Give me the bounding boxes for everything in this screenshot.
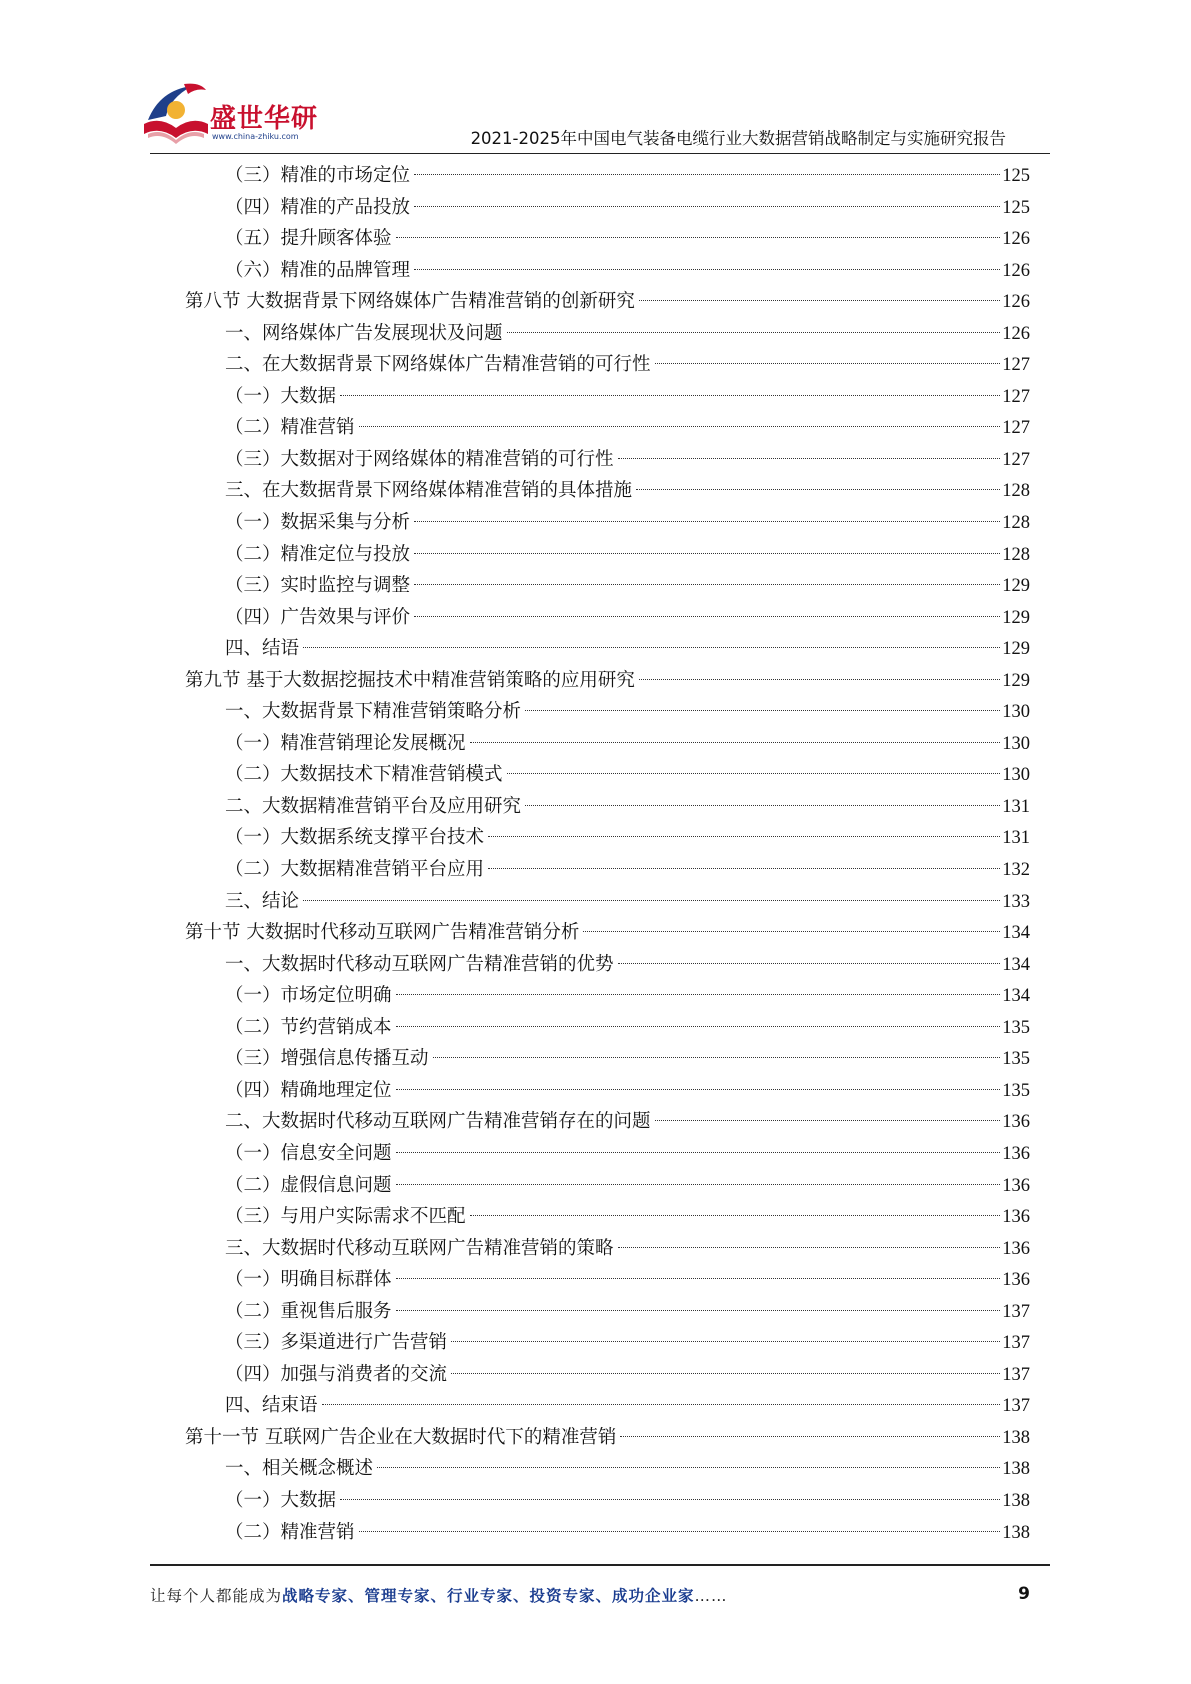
toc-entry-page: 138 xyxy=(1002,1459,1030,1480)
toc-dot-leader xyxy=(359,425,1001,427)
toc-dot-leader xyxy=(396,1151,1001,1153)
toc-entry[interactable] xyxy=(185,949,1030,981)
toc-entry-title: （五）提升顾客体验 xyxy=(225,228,392,250)
toc-entry-page: 137 xyxy=(1002,1364,1030,1385)
toc-entry[interactable] xyxy=(185,349,1030,381)
toc-dot-leader xyxy=(507,772,1001,774)
toc-dot-leader xyxy=(322,1403,1001,1405)
toc-entry-title: （四）广告效果与评价 xyxy=(225,606,411,628)
toc-entry[interactable] xyxy=(185,1012,1030,1044)
toc-entry[interactable] xyxy=(185,318,1030,350)
toc-entry[interactable] xyxy=(185,665,1030,697)
toc-dot-leader xyxy=(396,1277,1001,1279)
toc-entry[interactable] xyxy=(185,1517,1030,1549)
toc-entry-page: 130 xyxy=(1002,765,1030,786)
toc-entry-title: 二、在大数据背景下网络媒体广告精准营销的可行性 xyxy=(225,354,651,376)
toc-entry-page: 129 xyxy=(1002,576,1030,597)
toc-dot-leader xyxy=(655,1119,1001,1121)
toc-entry-page: 137 xyxy=(1002,1333,1030,1354)
toc-entry-title: （二）重视售后服务 xyxy=(225,1300,392,1322)
toc-entry-title: 三、结论 xyxy=(225,890,300,912)
page-header xyxy=(0,0,1191,160)
toc-entry-page: 126 xyxy=(1002,260,1030,281)
toc-entry[interactable] xyxy=(185,412,1030,444)
toc-entry-page: 135 xyxy=(1002,1017,1030,1038)
toc-entry-title: （三）多渠道进行广告营销 xyxy=(225,1332,448,1354)
toc-dot-leader xyxy=(618,962,1001,964)
toc-dot-leader xyxy=(414,615,1000,617)
toc-entry-page: 135 xyxy=(1002,1080,1030,1101)
toc-dot-leader xyxy=(396,236,1001,238)
toc-entry[interactable] xyxy=(185,539,1030,571)
toc-entry[interactable] xyxy=(185,759,1030,791)
toc-entry-page: 136 xyxy=(1002,1207,1030,1228)
toc-entry[interactable] xyxy=(185,444,1030,476)
footer-slogan xyxy=(150,1584,728,1606)
logo-book-icon xyxy=(140,80,212,146)
toc-entry-title: 第八节 大数据背景下网络媒体广告精准营销的创新研究 xyxy=(185,291,635,313)
toc-entry-page: 129 xyxy=(1002,607,1030,628)
toc-entry-title: （一）市场定位明确 xyxy=(225,985,392,1007)
page-footer xyxy=(150,1584,1030,1614)
toc-dot-leader xyxy=(377,1466,1000,1468)
toc-entry-page: 134 xyxy=(1002,954,1030,975)
toc-dot-leader xyxy=(618,1246,1001,1248)
toc-entry-page: 138 xyxy=(1002,1427,1030,1448)
toc-entry-title: （三）大数据对于网络媒体的精准营销的可行性 xyxy=(225,448,614,470)
toc-entry-title: 第九节 基于大数据挖掘技术中精准营销策略的应用研究 xyxy=(185,669,635,691)
toc-dot-leader xyxy=(639,299,1000,301)
toc-entry-page: 136 xyxy=(1002,1238,1030,1259)
toc-entry[interactable] xyxy=(185,1170,1030,1202)
toc-entry-title: （六）精准的品牌管理 xyxy=(225,259,411,281)
toc-entry-page: 137 xyxy=(1002,1396,1030,1417)
toc-entry[interactable] xyxy=(185,1359,1030,1391)
toc-entry-page: 130 xyxy=(1002,733,1030,754)
toc-entry-page: 125 xyxy=(1002,197,1030,218)
toc-entry-page: 134 xyxy=(1002,923,1030,944)
toc-entry[interactable] xyxy=(185,1485,1030,1517)
toc-entry-title: （一）信息安全问题 xyxy=(225,1142,392,1164)
page-number: 9 xyxy=(1018,1584,1030,1604)
toc-dot-leader xyxy=(396,1025,1001,1027)
toc-entry[interactable] xyxy=(185,1043,1030,1075)
toc-dot-leader xyxy=(396,1088,1001,1090)
toc-entry-page: 131 xyxy=(1002,796,1030,817)
toc-entry-page: 126 xyxy=(1002,292,1030,313)
toc-entry-page: 127 xyxy=(1002,418,1030,439)
toc-entry-page: 128 xyxy=(1002,481,1030,502)
toc-entry-title: （二）大数据技术下精准营销模式 xyxy=(225,764,503,786)
toc-entry-page: 136 xyxy=(1002,1270,1030,1291)
header-divider xyxy=(150,153,1050,154)
toc-dot-leader xyxy=(525,709,1000,711)
toc-entry-page: 128 xyxy=(1002,544,1030,565)
slogan-prefix: 让每个人都能成为 xyxy=(150,1587,283,1605)
slogan-highlight: 战略专家、管理专家、行业专家、投资专家、成功企业家 xyxy=(282,1587,695,1605)
toc-entry[interactable] xyxy=(185,1233,1030,1265)
toc-entry-title: （三）增强信息传播互动 xyxy=(225,1048,429,1070)
report-title: 2021-2025年中国电气装备电缆行业大数据营销战略制定与实施研究报告 xyxy=(470,129,1006,148)
toc-entry[interactable] xyxy=(185,1264,1030,1296)
toc-entry-title: （三）精准的市场定位 xyxy=(225,165,411,186)
toc-entry[interactable] xyxy=(185,1422,1030,1454)
toc-entry-page: 129 xyxy=(1002,670,1030,691)
logo-text: 盛世华研 xyxy=(210,104,319,134)
footer-divider xyxy=(150,1564,1050,1566)
toc-entry[interactable] xyxy=(185,570,1030,602)
toc-entry[interactable] xyxy=(185,475,1030,507)
toc-entry-title: 三、在大数据背景下网络媒体精准营销的具体措施 xyxy=(225,480,633,502)
toc-entry[interactable] xyxy=(185,1390,1030,1422)
toc-entry-title: 第十一节 互联网广告企业在大数据时代下的精准营销 xyxy=(185,1426,617,1448)
toc-entry-title: （一）大数据 xyxy=(225,1489,337,1511)
toc-entry-page: 130 xyxy=(1002,702,1030,723)
toc-entry[interactable] xyxy=(185,633,1030,665)
toc-dot-leader xyxy=(451,1340,1000,1342)
toc-entry[interactable] xyxy=(185,1327,1030,1359)
logo-url: www.china-zhiku.com xyxy=(212,132,299,141)
toc-entry-title: 二、大数据时代移动互联网广告精准营销存在的问题 xyxy=(225,1111,651,1133)
toc-entry-title: 一、大数据时代移动互联网广告精准营销的优势 xyxy=(225,953,614,975)
toc-entry-title: （四）精准的产品投放 xyxy=(225,196,411,218)
toc-entry-page: 127 xyxy=(1002,355,1030,376)
toc-entry-title: （二）大数据精准营销平台应用 xyxy=(225,859,485,881)
toc-entry-page: 126 xyxy=(1002,323,1030,344)
toc-dot-leader xyxy=(488,835,1000,837)
toc-entry-title: （一）精准营销理论发展概况 xyxy=(225,732,466,754)
table-of-contents xyxy=(185,160,1030,1548)
toc-entry[interactable] xyxy=(185,507,1030,539)
toc-dot-leader xyxy=(618,457,1001,459)
toc-dot-leader xyxy=(359,1530,1001,1532)
toc-entry[interactable] xyxy=(185,1075,1030,1107)
toc-dot-leader xyxy=(433,1056,1001,1058)
toc-dot-leader xyxy=(507,331,1001,333)
toc-dot-leader xyxy=(583,930,1000,932)
toc-dot-leader xyxy=(655,362,1001,364)
toc-dot-leader xyxy=(340,1498,1000,1500)
toc-entry[interactable] xyxy=(185,160,1030,192)
toc-entry[interactable] xyxy=(185,602,1030,634)
toc-entry-page: 125 xyxy=(1002,166,1030,186)
toc-dot-leader xyxy=(414,268,1000,270)
company-logo xyxy=(140,80,320,148)
toc-dot-leader xyxy=(303,646,1000,648)
toc-entry[interactable] xyxy=(185,822,1030,854)
toc-entry-page: 138 xyxy=(1002,1522,1030,1543)
toc-dot-leader xyxy=(636,488,1000,490)
toc-entry-page: 134 xyxy=(1002,986,1030,1007)
toc-dot-leader xyxy=(340,394,1000,396)
toc-entry-title: 第十节 大数据时代移动互联网广告精准营销分析 xyxy=(185,922,580,944)
toc-entry-title: （四）加强与消费者的交流 xyxy=(225,1363,448,1385)
toc-dot-leader xyxy=(525,804,1000,806)
toc-dot-leader xyxy=(396,993,1001,995)
toc-entry[interactable] xyxy=(185,854,1030,886)
toc-entry-title: 一、大数据背景下精准营销策略分析 xyxy=(225,701,522,723)
toc-entry-page: 137 xyxy=(1002,1301,1030,1322)
toc-entry[interactable] xyxy=(185,728,1030,760)
toc-entry-page: 136 xyxy=(1002,1112,1030,1133)
toc-entry[interactable] xyxy=(185,791,1030,823)
toc-entry-title: （三）实时监控与调整 xyxy=(225,575,411,597)
toc-dot-leader xyxy=(639,678,1000,680)
toc-entry[interactable] xyxy=(185,1138,1030,1170)
toc-entry-title: （一）数据采集与分析 xyxy=(225,512,411,534)
toc-entry[interactable] xyxy=(185,1453,1030,1485)
toc-entry-title: （二）精准营销 xyxy=(225,1521,355,1543)
toc-dot-leader xyxy=(414,552,1000,554)
toc-entry-title: （一）明确目标群体 xyxy=(225,1269,392,1291)
toc-dot-leader xyxy=(414,583,1000,585)
toc-dot-leader xyxy=(414,205,1000,207)
toc-entry-title: （一）大数据 xyxy=(225,385,337,407)
toc-entry-title: 四、结束语 xyxy=(225,1395,318,1417)
toc-entry-title: （二）虚假信息问题 xyxy=(225,1174,392,1196)
toc-entry-page: 131 xyxy=(1002,828,1030,849)
toc-dot-leader xyxy=(488,867,1000,869)
toc-entry[interactable] xyxy=(185,223,1030,255)
toc-entry[interactable] xyxy=(185,286,1030,318)
toc-entry[interactable] xyxy=(185,1106,1030,1138)
toc-entry[interactable] xyxy=(185,192,1030,224)
toc-entry-page: 126 xyxy=(1002,229,1030,250)
toc-entry[interactable] xyxy=(185,917,1030,949)
toc-dot-leader xyxy=(396,1309,1001,1311)
toc-entry-page: 135 xyxy=(1002,1049,1030,1070)
toc-entry-title: （二）精准定位与投放 xyxy=(225,543,411,565)
toc-entry-title: （二）节约营销成本 xyxy=(225,1016,392,1038)
toc-entry-page: 129 xyxy=(1002,639,1030,660)
toc-entry-title: 三、大数据时代移动互联网广告精准营销的策略 xyxy=(225,1237,614,1259)
toc-entry-title: （三）与用户实际需求不匹配 xyxy=(225,1206,466,1228)
toc-entry-page: 136 xyxy=(1002,1175,1030,1196)
toc-entry[interactable] xyxy=(185,381,1030,413)
toc-dot-leader xyxy=(414,520,1000,522)
toc-entry-title: 二、大数据精准营销平台及应用研究 xyxy=(225,795,522,817)
slogan-suffix: …… xyxy=(694,1587,728,1605)
toc-entry-page: 138 xyxy=(1002,1490,1030,1511)
toc-entry[interactable] xyxy=(185,696,1030,728)
toc-entry[interactable] xyxy=(185,886,1030,918)
toc-entry-title: 一、网络媒体广告发展现状及问题 xyxy=(225,322,503,344)
toc-entry-title: （四）精确地理定位 xyxy=(225,1079,392,1101)
toc-entry[interactable] xyxy=(185,255,1030,287)
toc-dot-leader xyxy=(451,1372,1000,1374)
toc-entry[interactable] xyxy=(185,980,1030,1012)
toc-entry-title: 一、相关概念概述 xyxy=(225,1458,374,1480)
toc-entry-title: 四、结语 xyxy=(225,638,300,660)
toc-entry-page: 132 xyxy=(1002,860,1030,881)
toc-dot-leader xyxy=(620,1435,1000,1437)
toc-dot-leader xyxy=(303,899,1000,901)
toc-entry-page: 136 xyxy=(1002,1143,1030,1164)
toc-dot-leader xyxy=(470,741,1001,743)
toc-dot-leader xyxy=(470,1214,1001,1216)
toc-dot-leader xyxy=(396,1183,1001,1185)
toc-entry-page: 127 xyxy=(1002,386,1030,407)
toc-dot-leader xyxy=(414,173,1000,175)
toc-entry[interactable] xyxy=(185,1201,1030,1233)
toc-entry-title: （一）大数据系统支撑平台技术 xyxy=(225,827,485,849)
toc-entry-page: 133 xyxy=(1002,891,1030,912)
toc-entry-page: 127 xyxy=(1002,449,1030,470)
toc-entry-page: 128 xyxy=(1002,513,1030,534)
toc-entry-title: （二）精准营销 xyxy=(225,417,355,439)
toc-entry[interactable] xyxy=(185,1296,1030,1328)
